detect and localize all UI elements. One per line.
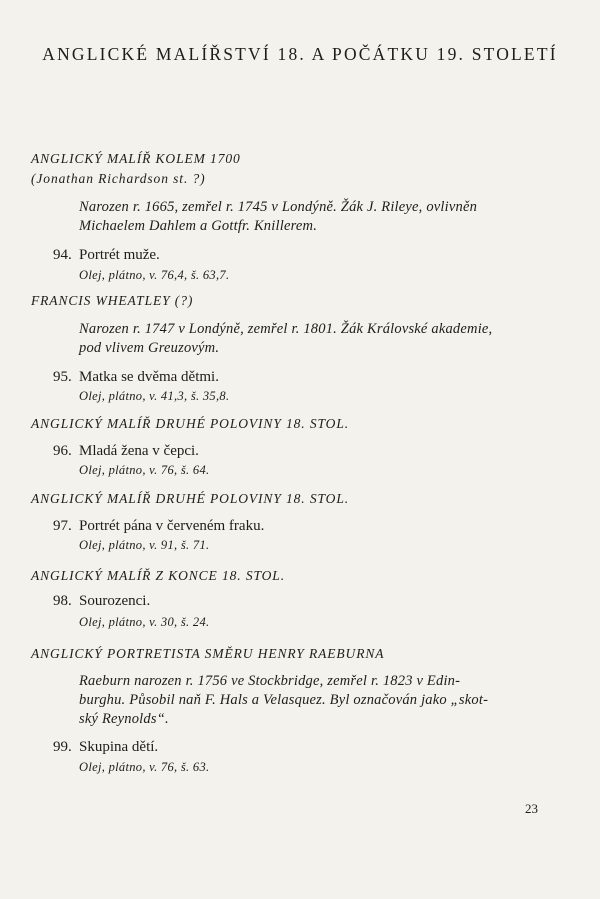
- entry-meta: Olej, plátno, v. 76, š. 64.: [79, 463, 210, 477]
- attribution-line: FRANCIS WHEATLEY (?): [31, 293, 194, 308]
- entry-meta: Olej, plátno, v. 30, š. 24.: [79, 615, 210, 629]
- entry-title: Portrét pána v červeném fraku.: [79, 518, 265, 534]
- biography-line: pod vlivem Greuzovým.: [79, 340, 220, 356]
- biography-line: Raeburn narozen r. 1756 ve Stockbridge, zemřel r. 1823 v Edin-: [79, 673, 461, 689]
- entry-number: 94.: [53, 247, 72, 263]
- catalog-entry: [53, 518, 264, 535]
- entry-number: 95.: [53, 369, 72, 385]
- attribution-line: ANGLICKÝ PORTRETISTA SMĚRU HENRY RAEBURNA: [31, 646, 385, 661]
- attribution-line: ANGLICKÝ MALÍŘ Z KONCE 18. STOL.: [31, 568, 285, 583]
- attribution-line: ANGLICKÝ MALÍŘ KOLEM 1700: [31, 151, 241, 166]
- catalog-entry: [53, 739, 158, 756]
- entry-title: Portrét muže.: [79, 247, 160, 263]
- biography-line: Narozen r. 1747 v Londýně, zemřel r. 1801. Žák Královské akademie,: [79, 321, 493, 337]
- catalog-entry: [53, 593, 150, 610]
- entry-meta: Olej, plátno, v. 76,4, š. 63,7.: [79, 268, 230, 282]
- attribution-line: ANGLICKÝ MALÍŘ DRUHÉ POLOVINY 18. STOL.: [31, 416, 350, 431]
- entry-title: Sourozenci.: [79, 593, 151, 609]
- catalog-entry: [53, 443, 199, 460]
- biography-line: burghu. Působil naň F. Hals a Velasquez. Byl označován jako „skot-: [79, 692, 489, 708]
- entry-number: 99.: [53, 739, 72, 755]
- page-number: 23: [525, 801, 538, 816]
- catalog-entry: [53, 369, 219, 386]
- biography-line: Michaelem Dahlem a Gottfr. Knillerem.: [79, 218, 318, 234]
- attribution-line: (Jonathan Richardson st. ?): [31, 171, 206, 186]
- biography-line: ský Reynolds“.: [79, 711, 169, 727]
- entry-title: Skupina dětí.: [79, 739, 159, 755]
- biography-line: Narozen r. 1665, zemřel r. 1745 v Londýně. Žák J. Rileye, ovlivněn: [79, 199, 478, 215]
- page-title: ANGLICKÉ MALÍŘSTVÍ 18. A POČÁTKU 19. STOLETÍ: [42, 44, 558, 64]
- entry-number: 97.: [53, 518, 72, 534]
- entry-meta: Olej, plátno, v. 91, š. 71.: [79, 538, 210, 552]
- entry-number: 96.: [53, 443, 72, 459]
- entry-number: 98.: [53, 593, 72, 609]
- entry-title: Matka se dvěma dětmi.: [79, 369, 219, 385]
- catalog-entry: [53, 247, 160, 264]
- attribution-line: ANGLICKÝ MALÍŘ DRUHÉ POLOVINY 18. STOL.: [31, 491, 350, 506]
- entry-meta: Olej, plátno, v. 76, š. 63.: [79, 760, 210, 774]
- entry-title: Mladá žena v čepci.: [79, 443, 199, 459]
- entry-meta: Olej, plátno, v. 41,3, š. 35,8.: [79, 389, 230, 403]
